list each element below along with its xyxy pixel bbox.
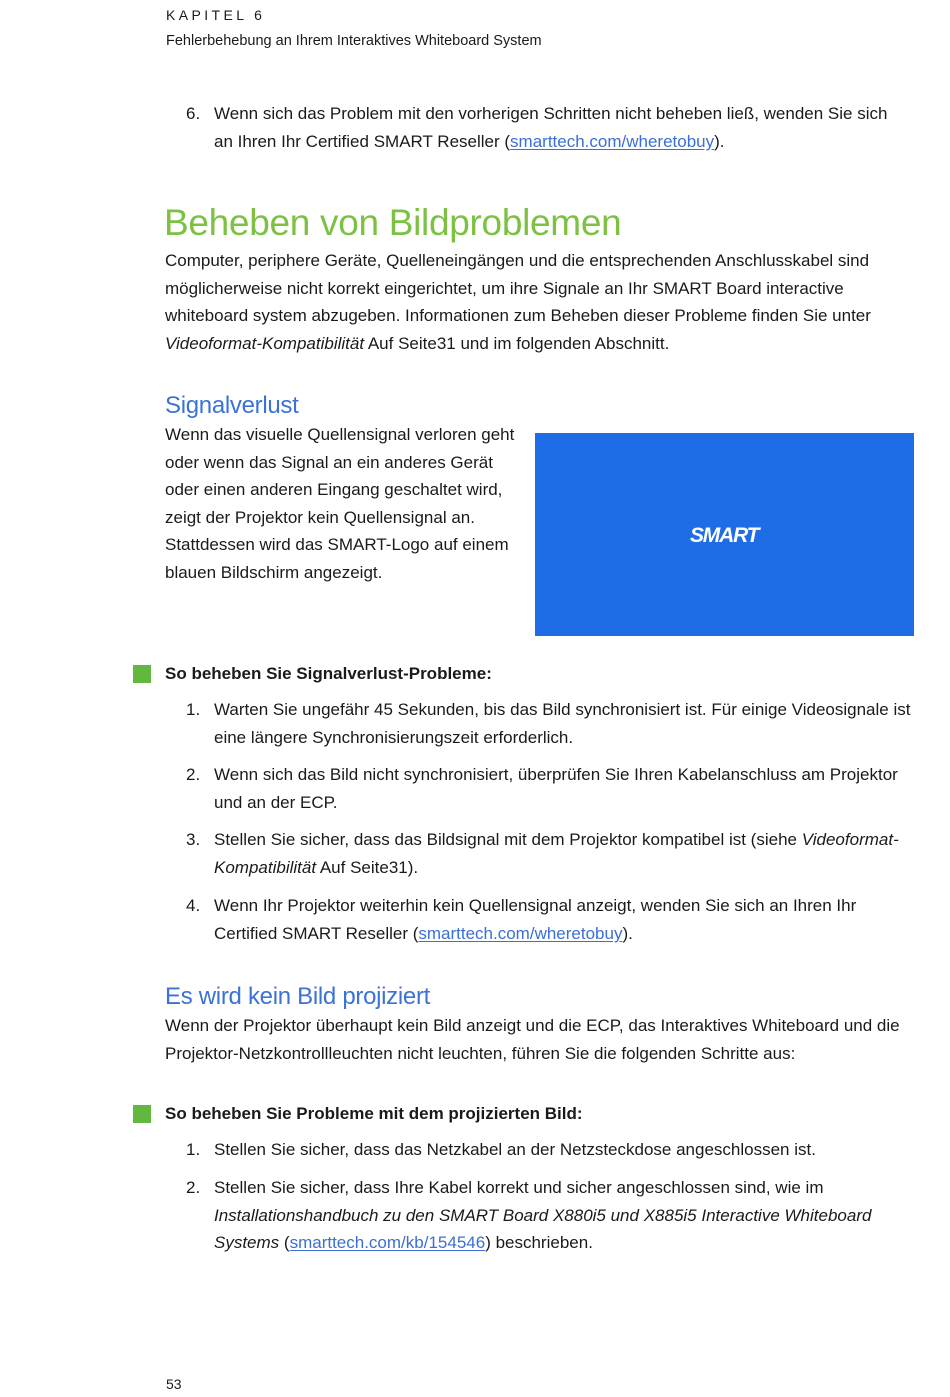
no-image-paragraph: Wenn der Projektor überhaupt kein Bild anzeigt und die ECP, das Interaktives Whiteboard und die Projektor-Netzkontrollleuchten nicht leuchten, führen Sie die folgenden Schritte aus: bbox=[165, 1016, 900, 1063]
step-number: 6. bbox=[186, 104, 201, 123]
signal-loss-paragraph: Wenn das visuelle Quellensignal verloren geht oder wenn das Signal an ein anderes Gerät oder einen anderen Eingang geschaltet wird, zeigt der Projektor kein Quellensignal an. Stattdessen wird das SMART-Logo auf einem blauen Bildschirm angezeigt. bbox=[165, 425, 515, 582]
intro-step bbox=[186, 100, 911, 155]
installation-guide-reference: Installationshandbuch zu den SMART Board X880i5 und X885i5 Interactive Whiteboard Systems bbox=[214, 1205, 872, 1252]
step-text: Wenn sich das Problem mit den vorherigen Schritten nicht beheben ließ, wenden Sie sich an Ihren Ihr Certified SMART Reseller (smarttech.com/wheretobuy). bbox=[214, 104, 888, 151]
procedure-marker-icon bbox=[133, 665, 151, 683]
no-image-title: Es wird kein Bild projiziert bbox=[165, 983, 431, 1010]
list-item: 1. Stellen Sie sicher, dass das Netzkabel an der Netzsteckdose angeschlossen ist. bbox=[186, 1140, 816, 1159]
page-number: 53 bbox=[166, 1376, 182, 1392]
chapter-label: KAPITEL 6 bbox=[166, 7, 266, 23]
procedure-title: So beheben Sie Signalverlust-Probleme: bbox=[165, 664, 492, 683]
list-item: 2. Stellen Sie sicher, dass Ihre Kabel korrekt und sicher angeschlossen sind, wie im Installationshandbuch zu den SMART Board X880i5 und X885i5 Interactive Whiteboard Systems (smarttech.com/kb/154546) beschrieben. bbox=[186, 1178, 872, 1252]
signal-loss-title: Signalverlust bbox=[165, 392, 299, 419]
list-item: 3. Stellen Sie sicher, dass das Bildsignal mit dem Projektor kompatibel ist (siehe Videoformat-Kompatibilität Auf Seite31). bbox=[186, 830, 899, 877]
smart-logo: SMART bbox=[690, 524, 759, 547]
list-item: 2. Wenn sich das Bild nicht synchronisiert, überprüfen Sie Ihren Kabelanschluss am Projektor und an der ECP. bbox=[186, 765, 898, 812]
wheretobuy-link[interactable]: smarttech.com/wheretobuy bbox=[418, 923, 623, 943]
list-item: 1. Warten Sie ungefähr 45 Sekunden, bis das Bild synchronisiert ist. Für einige Videosignale ist eine längere Synchronisierungszeit erforderlich. bbox=[186, 700, 911, 747]
section-title: Beheben von Bildproblemen bbox=[164, 202, 622, 243]
wheretobuy-link[interactable]: smarttech.com/wheretobuy bbox=[510, 131, 715, 151]
video-format-reference: Videoformat-Kompatibilität bbox=[165, 333, 365, 353]
section-paragraph: Computer, periphere Geräte, Quelleneingängen und die entsprechenden Anschlusskabel sind möglicherweise nicht korrekt eingerichtet, um ihre Signale an Ihr SMART Board interactive whiteboard system abzugeben. Informationen zum Beheben dieser Probleme finden Sie unter Videoformat-Kompatibilität Auf Seite31 und im folgenden Abschnitt. bbox=[165, 251, 871, 353]
video-format-reference: Videoformat-Kompatibilität bbox=[214, 830, 899, 877]
kb-link[interactable]: smarttech.com/kb/154546 bbox=[289, 1233, 486, 1252]
procedure-marker-icon bbox=[133, 1105, 151, 1123]
chapter-subtitle: Fehlerbehebung an Ihrem Interaktives Whiteboard System bbox=[166, 33, 542, 49]
procedure-title: So beheben Sie Probleme mit dem projizierten Bild: bbox=[165, 1104, 583, 1123]
blue-screen-image bbox=[535, 433, 914, 636]
list-item: 4. Wenn Ihr Projektor weiterhin kein Quellensignal anzeigt, wenden Sie sich an Ihren Ihr Certified SMART Reseller (smarttech.com/wheretobuy). bbox=[186, 896, 857, 943]
